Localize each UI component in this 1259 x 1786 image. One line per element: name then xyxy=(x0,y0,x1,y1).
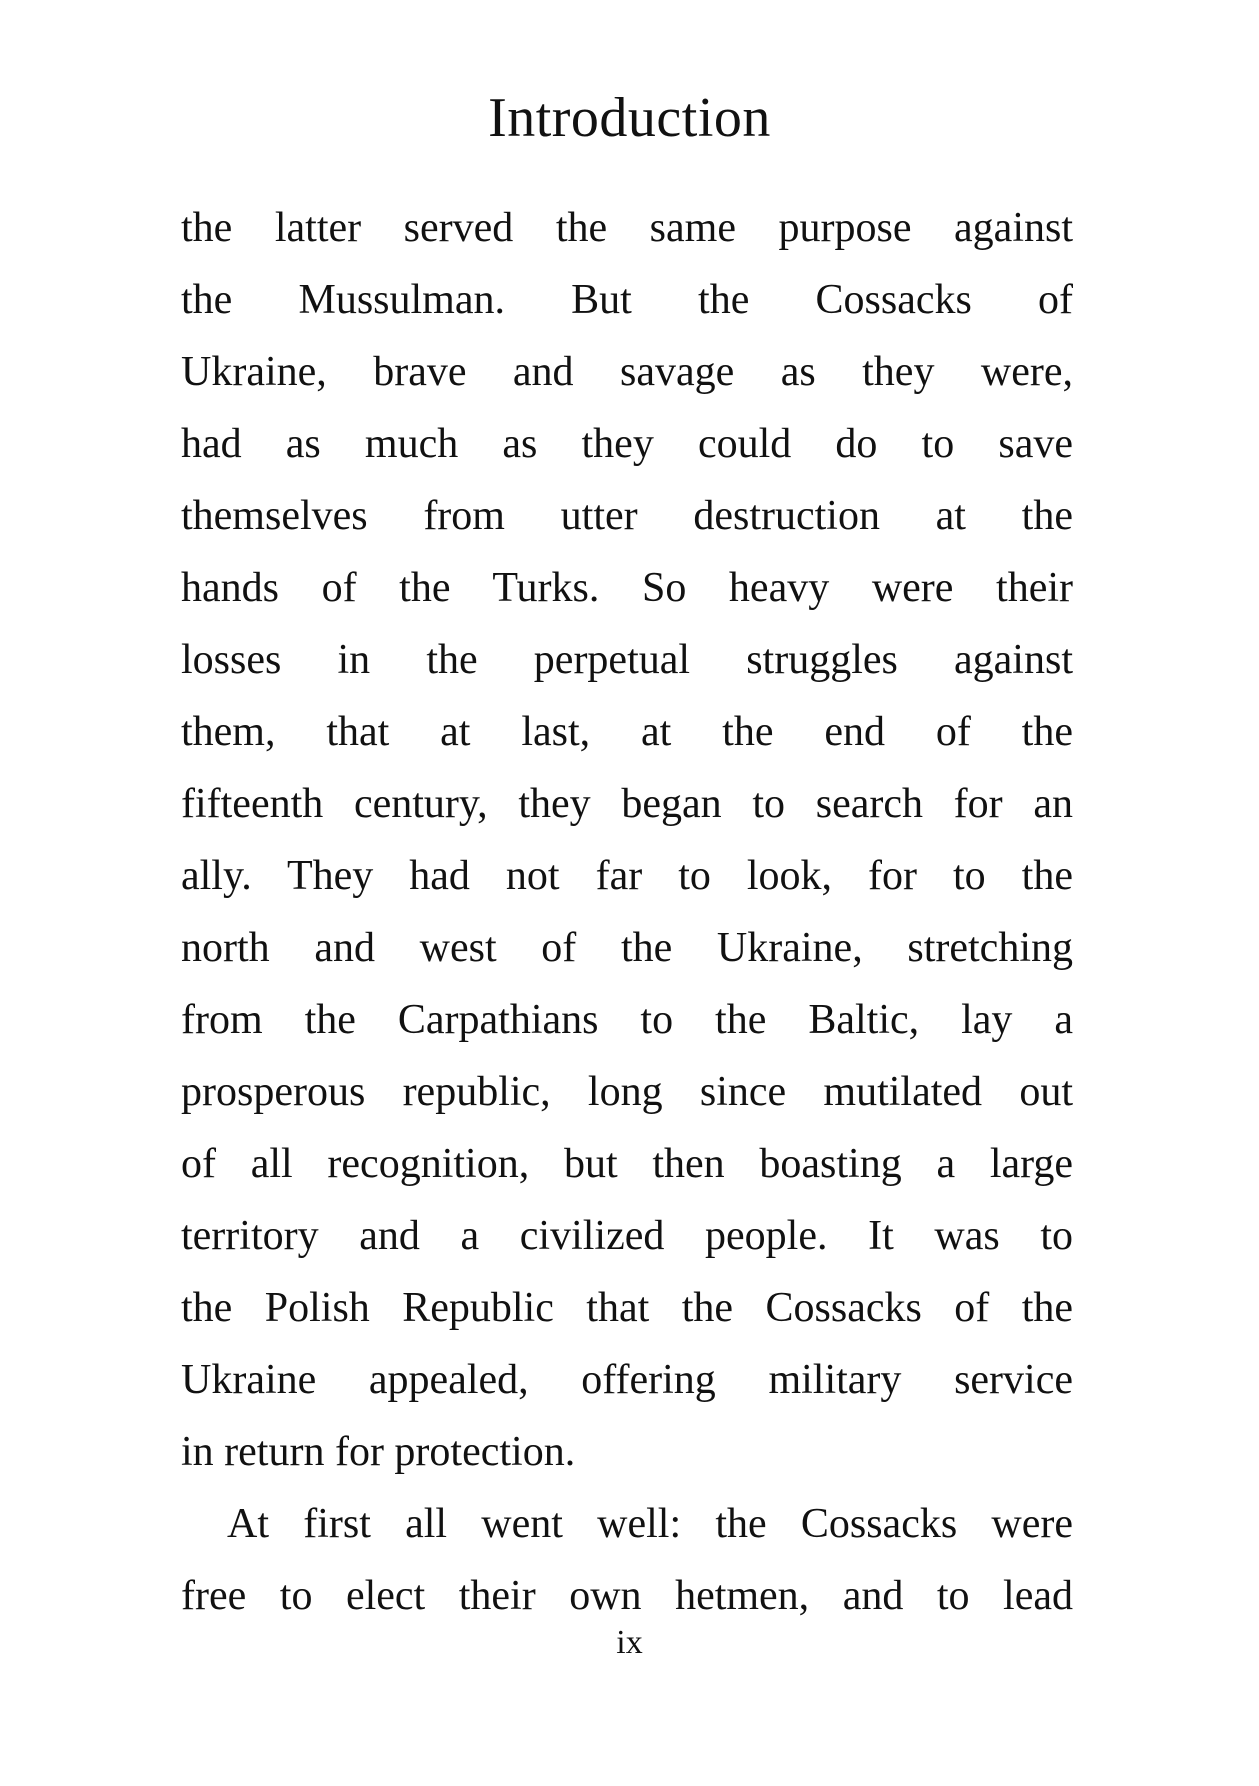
text-line: them, that at last, at the end of the xyxy=(181,709,1073,755)
text-line: north and west of the Ukraine, stretching xyxy=(181,925,1073,971)
text-line: hands of the Turks. So heavy were their xyxy=(181,565,1073,611)
text-line: had as much as they could do to save xyxy=(181,421,1073,467)
text-line: from the Carpathians to the Baltic, lay a xyxy=(181,997,1073,1043)
text-line: free to elect their own hetmen, and to lead xyxy=(181,1573,1073,1619)
page-number: ix xyxy=(616,1624,643,1661)
text-line: the latter served the same purpose against xyxy=(181,205,1073,251)
text-line: fifteenth century, they began to search for an xyxy=(181,781,1073,827)
text-line: Ukraine appealed, offering military service xyxy=(181,1357,1073,1403)
text-line: prosperous republic, long since mutilated out xyxy=(181,1069,1073,1115)
running-title: Introduction xyxy=(488,87,771,149)
text-line: losses in the perpetual struggles against xyxy=(181,637,1073,683)
body-text xyxy=(181,192,1073,1632)
text-line: territory and a civilized people. It was to xyxy=(181,1213,1073,1259)
text-line: Ukraine, brave and savage as they were, xyxy=(181,349,1073,395)
paragraph-start-line: At first all went well: the Cossacks were xyxy=(227,1501,1073,1547)
paragraph-end-line: in return for protection. xyxy=(181,1429,576,1475)
text-line: the Mussulman. But the Cossacks of xyxy=(181,277,1073,323)
text-line: the Polish Republic that the Cossacks of the xyxy=(181,1285,1073,1331)
text-line: of all recognition, but then boasting a large xyxy=(181,1141,1073,1187)
text-line: ally. They had not far to look, for to the xyxy=(181,853,1073,899)
text-line: themselves from utter destruction at the xyxy=(181,493,1073,539)
